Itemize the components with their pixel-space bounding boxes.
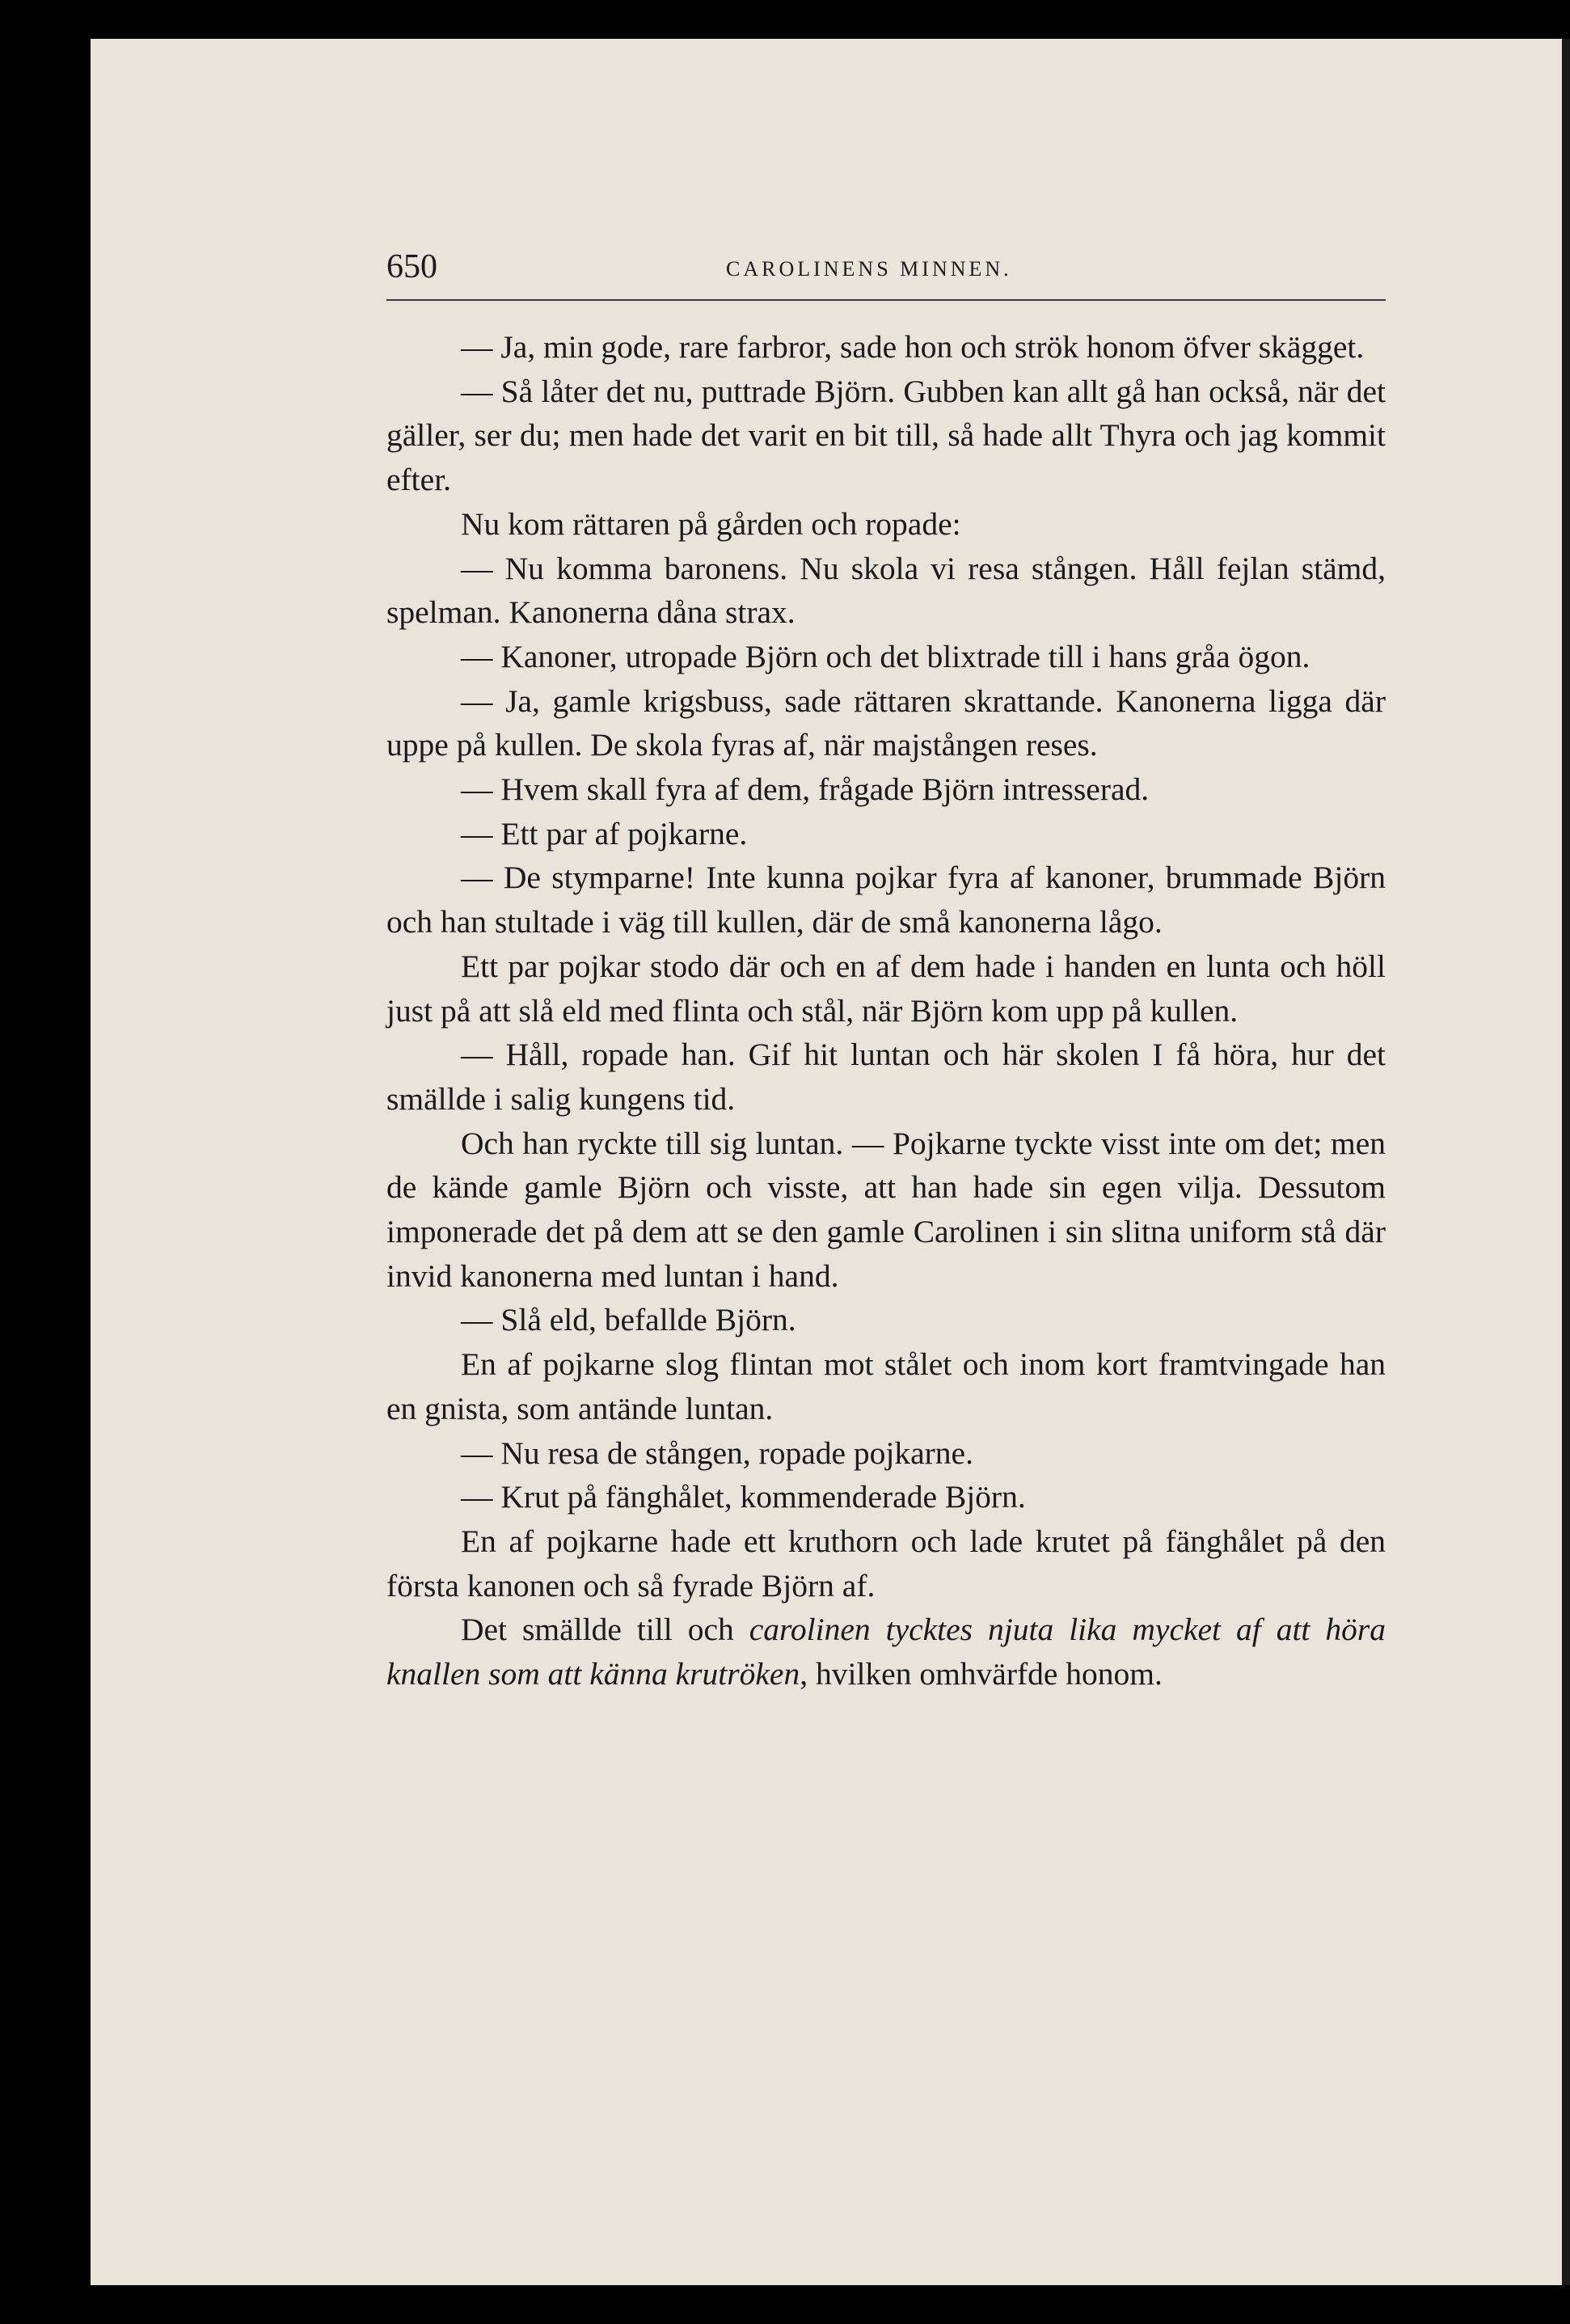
- paragraph: Nu kom rättaren på gården och ropade:: [461, 505, 961, 542]
- paragraph: — Så låter det nu, puttrade Björn. Gubben kan allt gå han också, när det gäller, ser du; men hade det varit en bit till, så hade allt Thyra och jag kommit efter.: [386, 373, 1386, 498]
- final-paragraph-start: Det smällde till och: [461, 1612, 749, 1648]
- final-paragraph: [386, 1608, 1386, 1696]
- paragraph: — De stymparne! Inte kunna pojkar fyra af kanoner, brummade Björn och han stultade i väg till kullen, där de små kanonerna lågo.: [386, 860, 1386, 940]
- page-edge: [1562, 39, 1570, 2285]
- paragraph: — Kanoner, utropade Björn och det blixtrade till i hans gråa ögon.: [461, 638, 1310, 674]
- final-paragraph-end: , hvilken omhvärfde honom.: [800, 1656, 1163, 1692]
- paragraph: Och han ryckte till sig luntan. — Pojkarne tyckte visst inte om det; men de kände gamle Björn och visste, att han hade sin egen vilja. Dessutom imponerade det på dem att se den gamle Carolinen i sin slitna uniform stå där invid kanonerna med luntan i hand.: [386, 1125, 1386, 1294]
- paragraph: — Ja, gamle krigsbuss, sade rättaren skrattande. Kanonerna ligga där uppe på kullen. De skola fyras af, när majstången reses.: [386, 682, 1386, 763]
- page-header: [386, 243, 1386, 291]
- paragraph: — Håll, ropade han. Gif hit luntan och här skolen I få höra, hur det smällde i salig kungens tid.: [386, 1037, 1386, 1117]
- page-number: 650: [386, 248, 437, 285]
- body-text: [386, 325, 1386, 1697]
- paragraph: — Slå eld, befallde Björn.: [461, 1302, 796, 1338]
- paragraph: — Ett par af pojkarne.: [461, 815, 748, 851]
- paragraph: Ett par pojkar stodo där och en af dem hade i handen en lunta och höll just på att slå eld med flinta och stål, när Björn kom upp på kullen.: [386, 948, 1386, 1029]
- paragraph: — Nu resa de stången, ropade pojkarne.: [461, 1435, 973, 1471]
- paragraph: En af pojkarne hade ett kruthorn och lade krutet på fänghålet på den första kanonen och så fyrade Björn af.: [386, 1523, 1386, 1604]
- paragraph: En af pojkarne slog flintan mot stålet och inom kort framtvingade han en gnista, som antände luntan.: [386, 1346, 1386, 1426]
- paragraph: — Nu komma baronens. Nu skola vi resa stången. Håll fejlan stämd, spelman. Kanonerna dåna strax.: [386, 550, 1386, 631]
- final-paragraph-italic: carolinen tycktes njuta lika mycket af att höra knallen som att känna krutröken: [386, 1612, 1386, 1692]
- paragraph: — Krut på fänghålet, kommenderade Björn.: [461, 1479, 1026, 1515]
- header-rule: [386, 299, 1386, 301]
- running-head: CAROLINENS MINNEN.: [726, 257, 1012, 281]
- paragraph: — Hvem skall fyra af dem, frågade Björn intresserad.: [461, 771, 1150, 808]
- paragraph: — Ja, min gode, rare farbror, sade hon och strök honom öfver skägget.: [461, 329, 1365, 365]
